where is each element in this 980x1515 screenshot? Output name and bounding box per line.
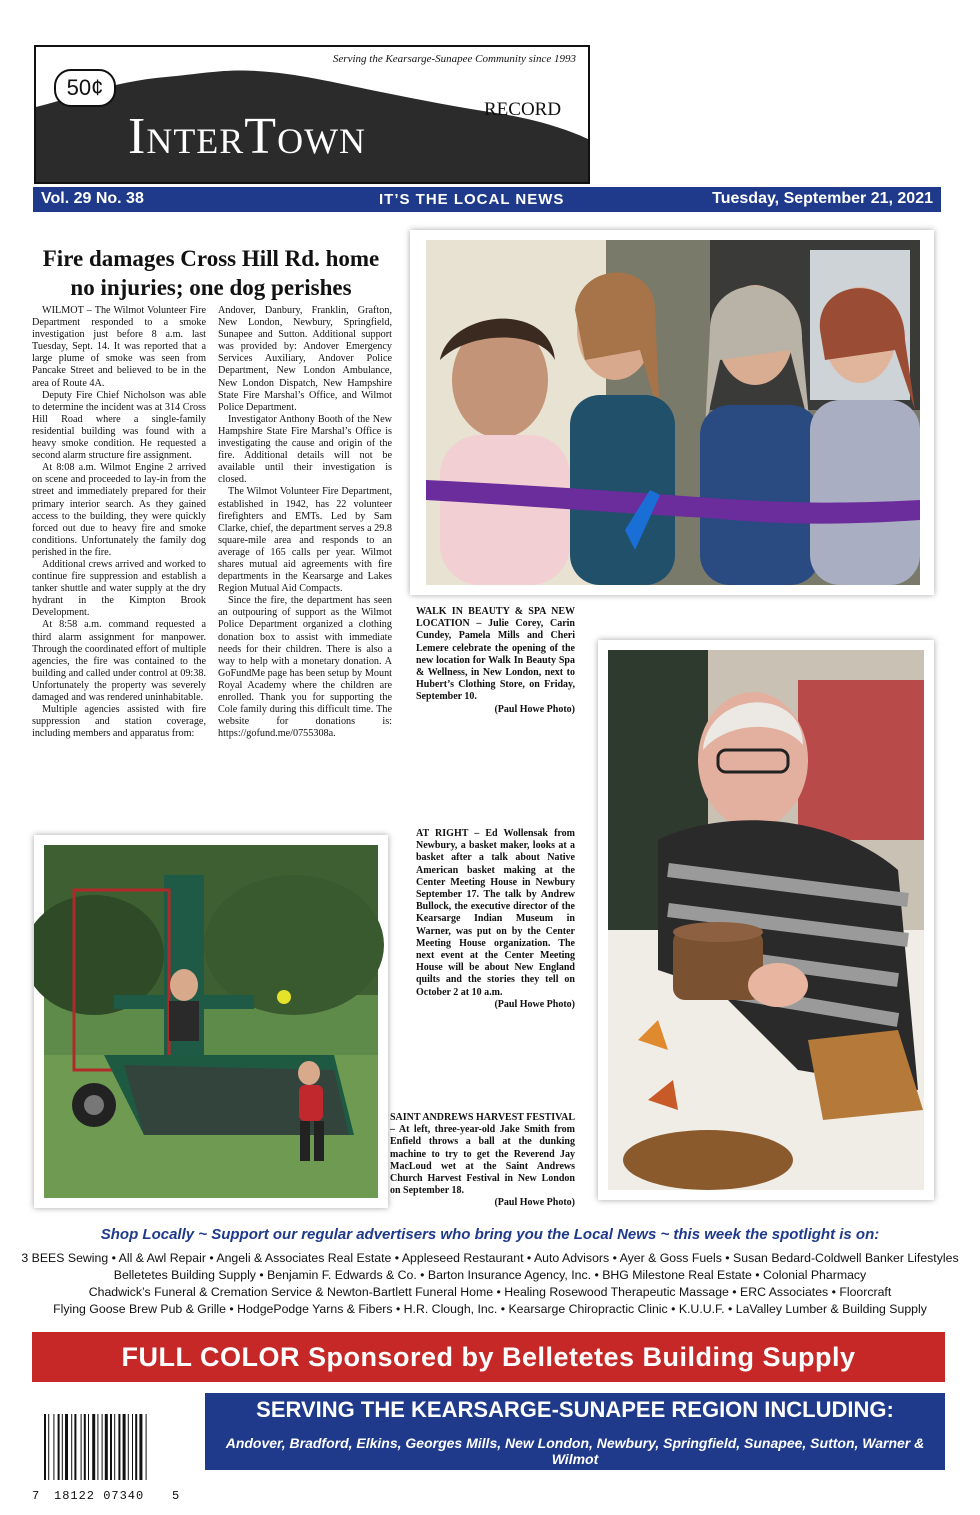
advertisers-heading: Shop Locally ~ Support our regular advertisers who bring you the Local News ~ this week the spotlight is on: xyxy=(100,1226,880,1243)
caption-basket-credit: (Paul Howe Photo) xyxy=(494,998,575,1010)
barcode-bar xyxy=(62,1414,63,1480)
caption-harvest-text: SAINT ANDREWS HARVEST FESTIVAL – At left, three-year-old Jake Smith from Enfield throws a ball at the dunking machine to try to get the Reverend Jay MacLoud wet at the Saint Andrews Church Harvest Festival in New London on September 18. xyxy=(390,1112,575,1197)
photo-basket-maker xyxy=(598,640,934,1200)
barcode-bar xyxy=(71,1414,72,1480)
photo-spa-ribbon-cutting xyxy=(410,230,934,595)
advertisers-line: Chadwick’s Funeral & Cremation Service & Newton-Bartlett Funeral Home • Healing Rosewood Therapeutic Massage • ERC Associates • Floorcraft xyxy=(88,1285,892,1299)
advertisers-line: 3 BEES Sewing • All & Awl Repair • Angeli & Associates Real Estate • Appleseed Restaurant • Auto Advisors • Ayer & Goss Fuels • Susan Bedard-Coldwell Banker Lifestyles xyxy=(21,1251,959,1265)
caption-harvest-credit: (Paul Howe Photo) xyxy=(494,1197,575,1209)
barcode-bar xyxy=(97,1414,98,1480)
barcode-digit-left: 7 xyxy=(32,1489,40,1503)
article-column-1 xyxy=(32,305,206,740)
barcode-bar xyxy=(110,1414,112,1480)
headline-line-1: Fire damages Cross Hill Rd. home xyxy=(42,246,380,271)
caption-basket xyxy=(416,828,575,1011)
issue-date: Tuesday, September 21, 2021 xyxy=(712,190,933,207)
paragraph: WILMOT – The Wilmot Volunteer Fire Department responded to a smoke investigation just before 8 a.m. last Tuesday, Sept. 14. It was reported that a large plume of smoke was seen from Pancake Street and believed to be in the area of Route 4A. xyxy=(32,305,206,389)
serving-towns: Andover, Bradford, Elkins, Georges Mills, New London, Newbury, Springfield, Sunapee, Sutton, Warner & Wilmot xyxy=(225,1435,925,1467)
headline-line-2: no injuries; one dog perishes xyxy=(70,275,352,300)
barcode-bar xyxy=(53,1414,54,1480)
paragraph: At 8:08 a.m. Wilmot Engine 2 arrived on scene and proceeded to lay-in from the street and immediately prepared for their primary interior search. As they gained access to the building, they were quickly forced out due to heavy fire and smoke conditions. Unfortunately the family dog perished in the fire. xyxy=(32,462,206,558)
volume-number: Vol. 29 No. 38 xyxy=(41,190,144,207)
barcode-bar xyxy=(48,1414,49,1480)
barcode-bars xyxy=(32,1414,182,1484)
masthead-tagline: Serving the Kearsarge-Sunapee Community since 1993 xyxy=(332,53,576,65)
barcode-bar xyxy=(65,1414,68,1480)
paragraph: Since the fire, the department has seen an outpouring of support as the Wilmot Police Department organized a clothing donation box to assist with immediate needs for their children. There is also a way to help with a monetary donation. A GoFundMe page has been setup by Mount Royal Academy where the children are enrolled. Thank you for supporting the Cole family during this difficult time. The website for donations is: https://gofund.me/0755308a. xyxy=(218,595,392,740)
barcode-bar xyxy=(132,1414,133,1480)
serving-region-banner xyxy=(205,1393,945,1470)
masthead-title xyxy=(128,108,367,165)
photo-harvest-festival xyxy=(34,835,388,1208)
barcode-bar xyxy=(118,1414,120,1480)
motto: IT’S THE LOCAL NEWS xyxy=(379,191,565,208)
caption-spa-credit: (Paul Howe Photo) xyxy=(494,703,575,715)
paragraph: Multiple agencies assisted with fire suppression and station coverage, including members and apparatus from: xyxy=(32,704,206,740)
barcode-bar xyxy=(92,1414,95,1480)
barcode-bar xyxy=(146,1414,147,1480)
barcode-bar xyxy=(74,1414,76,1480)
barcode-bar xyxy=(135,1414,137,1480)
issue-bar xyxy=(33,187,941,212)
barcode-bar xyxy=(44,1414,46,1480)
barcode-bar xyxy=(105,1414,108,1480)
barcode xyxy=(32,1414,182,1504)
barcode-bar xyxy=(58,1414,60,1480)
paragraph: The Wilmot Volunteer Fire Department, established in 1942, has 22 volunteer firefighters and EMTs. Led by Sam Clarke, chief, the department serves a 29.8 square-mile area and responds to an average of 165 calls per year. Wilmot shares mutual aid agreements with fire departments in the Kearsarge and Lakes Region Mutual Aid Compacts. xyxy=(218,486,392,595)
barcode-bar xyxy=(128,1414,129,1480)
barcode-bar xyxy=(88,1414,89,1480)
price-badge: 50¢ xyxy=(54,69,116,107)
caption-spa-text: WALK IN BEAUTY & SPA NEW LOCATION – Julie Corey, Carin Cundey, Pamela Mills and Cheri Lemere celebrate the opening of the new location for Walk In Beauty Spa & Wellness, in New London, next to Hubert’s Clothing Store, on Friday, September 10. xyxy=(416,606,575,703)
masthead-title-text: InterTown xyxy=(128,108,367,165)
article-column-2 xyxy=(218,305,392,740)
paragraph: Additional crews arrived and worked to continue fire suppression and establish a tanker shuttle and water supply at the dry hydrant in the Kimpton Brook Development. xyxy=(32,558,206,619)
paragraph: At 8:58 a.m. command requested a third alarm assignment for manpower. Through the coordinated effort of multiple agencies, the fire was contained to the building and called under control at 09:38. Unfortunately the property was severely damaged and was rendered uninhabitable. xyxy=(32,619,206,703)
caption-harvest xyxy=(390,1112,575,1210)
article-headline xyxy=(30,244,392,302)
barcode-bar xyxy=(81,1414,82,1480)
caption-basket-text: AT RIGHT – Ed Wollensak from Newbury, a basket maker, looks at a basket after a talk about Native American basket making at the Center Meeting House in Newbury September 17. The talk by Andrew Bullock, the executive director of the Kearsarge Indian Museum in Warner, was put on by the Center Meeting House organization. The next event at the Center Meeting House will be about New England quilts and the stories they tell on October 2 at 10 a.m. xyxy=(416,828,575,998)
sponsor-banner: FULL COLOR Sponsored by Belletetes Building Supply xyxy=(32,1332,945,1382)
barcode-bar xyxy=(114,1414,115,1480)
barcode-bar xyxy=(139,1414,142,1480)
advertisers-line: Belletetes Building Supply • Benjamin F. Edwards & Co. • Barton Insurance Agency, Inc. • BHG Milestone Real Estate • Colonial Pharmacy xyxy=(113,1268,867,1282)
barcode-bar xyxy=(84,1414,86,1480)
advertisers-line: Flying Goose Brew Pub & Grille • HodgePodge Yarns & Fibers • H.R. Clough, Inc. • Kearsarge Chiropractic Clinic • K.U.U.F. • LaValley Lumber & Building Supply xyxy=(53,1302,927,1316)
barcode-digits: 18122 07340 xyxy=(54,1489,145,1503)
paragraph: Deputy Fire Chief Nicholson was able to determine the incident was at 314 Cross Hill Road where a single-family residential building was found with a heavy smoke condition. He requested a second alarm structure fire assignment. xyxy=(32,389,206,462)
caption-spa xyxy=(416,606,575,716)
masthead xyxy=(34,45,590,184)
masthead-record: RECORD xyxy=(484,99,562,120)
barcode-digit-right: 5 xyxy=(172,1489,180,1503)
paragraph: Andover, Danbury, Franklin, Grafton, New London, Newbury, Springfield, Sunapee and Sutton. Additional support was provided by: Andover Emergency Services Auxiliary, Andover Police Department, New London Ambulance, New London Dispatch, New Hampshire State Fire Marshal’s Office, and Wilmot Police Department. xyxy=(218,305,392,413)
serving-title: SERVING THE KEARSARGE-SUNAPEE REGION INCLUDING: xyxy=(256,1397,894,1422)
barcode-bar xyxy=(102,1414,103,1480)
barcode-bar xyxy=(123,1414,126,1480)
paragraph: Investigator Anthony Booth of the New Hampshire State Fire Marshal’s Office is investigating the cause and origin of the fire. Additional details will not be available until their investigation is closed. xyxy=(218,413,392,486)
